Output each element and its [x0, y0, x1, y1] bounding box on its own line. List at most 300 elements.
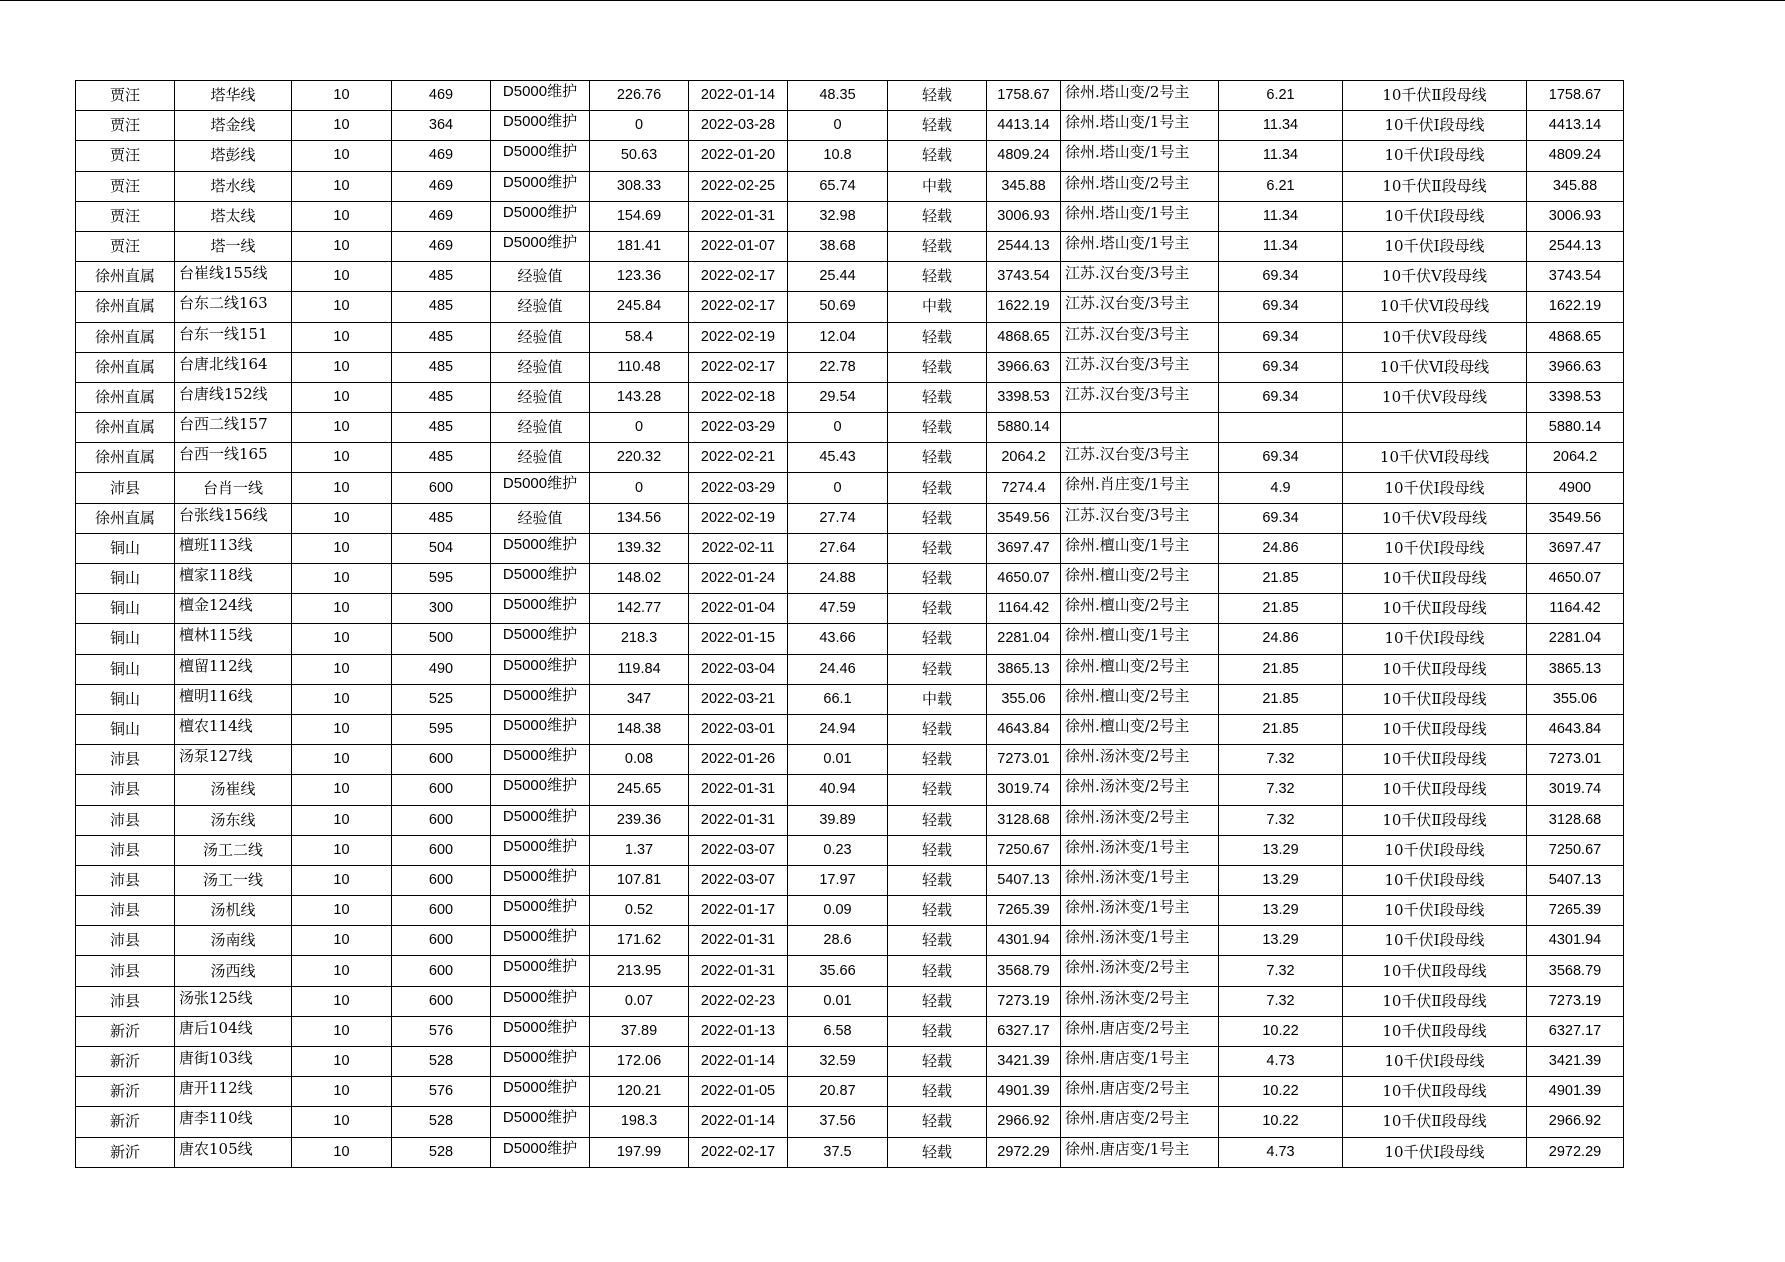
busbar-cell: 10千伏Ⅵ段母线 — [1343, 292, 1527, 322]
available-cell: 1164.42 — [1527, 594, 1624, 624]
table-row — [76, 413, 1624, 443]
current-cell: 0 — [590, 473, 689, 503]
voltage-cell: 10 — [292, 231, 392, 261]
line-name-cell: 唐开112线 — [175, 1077, 292, 1107]
transformer-cell: 徐州.汤沐变/2号主 — [1061, 745, 1219, 775]
transformer-rate-cell: 11.34 — [1219, 231, 1343, 261]
margin-cell: 7273.19 — [987, 986, 1061, 1016]
table-row — [76, 292, 1624, 322]
date-cell: 2022-02-18 — [689, 382, 788, 412]
load-rate-cell: 35.66 — [788, 956, 888, 986]
transformer-rate-cell: 69.34 — [1219, 262, 1343, 292]
date-cell: 2022-01-17 — [689, 896, 788, 926]
load-rate-cell: 45.43 — [788, 443, 888, 473]
capacity-cell: 485 — [392, 503, 491, 533]
available-cell: 345.88 — [1527, 171, 1624, 201]
transformer-cell: 江苏.汉台变/3号主 — [1061, 322, 1219, 352]
margin-cell: 3743.54 — [987, 262, 1061, 292]
method-cell: D5000维护 — [491, 684, 590, 714]
region-cell: 沛县 — [76, 775, 175, 805]
region-cell: 新沂 — [76, 1077, 175, 1107]
table-row — [76, 745, 1624, 775]
transformer-cell: 徐州.塔山变/2号主 — [1061, 171, 1219, 201]
table-row — [76, 111, 1624, 141]
region-cell: 贾汪 — [76, 201, 175, 231]
load-level-cell: 轻载 — [888, 1107, 987, 1137]
margin-cell: 5407.13 — [987, 865, 1061, 895]
date-cell: 2022-02-17 — [689, 352, 788, 382]
current-cell: 171.62 — [590, 926, 689, 956]
date-cell: 2022-01-14 — [689, 1047, 788, 1077]
load-level-cell: 轻载 — [888, 926, 987, 956]
transformer-cell: 徐州.唐店变/2号主 — [1061, 1077, 1219, 1107]
line-name-cell: 塔华线 — [175, 81, 292, 111]
capacity-cell: 576 — [392, 1077, 491, 1107]
method-cell: D5000维护 — [491, 714, 590, 744]
current-cell: 139.32 — [590, 533, 689, 563]
line-name-cell: 塔金线 — [175, 111, 292, 141]
transformer-rate-cell: 7.32 — [1219, 805, 1343, 835]
current-cell: 134.56 — [590, 503, 689, 533]
available-cell: 6327.17 — [1527, 1016, 1624, 1046]
load-rate-cell: 17.97 — [788, 865, 888, 895]
transformer-cell: 徐州.檀山变/2号主 — [1061, 654, 1219, 684]
load-rate-cell: 65.74 — [788, 171, 888, 201]
load-rate-cell: 12.04 — [788, 322, 888, 352]
transformer-cell: 徐州.唐店变/2号主 — [1061, 1107, 1219, 1137]
capacity-cell: 469 — [392, 231, 491, 261]
method-cell: D5000维护 — [491, 111, 590, 141]
load-level-cell: 中载 — [888, 684, 987, 714]
available-cell: 3006.93 — [1527, 201, 1624, 231]
load-level-cell: 轻载 — [888, 564, 987, 594]
line-name-cell: 檀家118线 — [175, 564, 292, 594]
method-cell: D5000维护 — [491, 1077, 590, 1107]
region-cell: 沛县 — [76, 805, 175, 835]
method-cell: D5000维护 — [491, 81, 590, 111]
load-level-cell: 轻载 — [888, 624, 987, 654]
voltage-cell: 10 — [292, 262, 392, 292]
load-rate-cell: 27.74 — [788, 503, 888, 533]
load-rate-cell: 32.59 — [788, 1047, 888, 1077]
region-cell: 徐州直属 — [76, 292, 175, 322]
line-name-cell: 塔一线 — [175, 231, 292, 261]
voltage-cell: 10 — [292, 382, 392, 412]
line-name-cell: 台唐线152线 — [175, 382, 292, 412]
available-cell: 3128.68 — [1527, 805, 1624, 835]
method-cell: D5000维护 — [491, 201, 590, 231]
transformer-cell: 徐州.檀山变/2号主 — [1061, 594, 1219, 624]
load-level-cell: 轻载 — [888, 835, 987, 865]
load-level-cell: 轻载 — [888, 262, 987, 292]
region-cell: 铜山 — [76, 654, 175, 684]
voltage-cell: 10 — [292, 775, 392, 805]
current-cell: 220.32 — [590, 443, 689, 473]
voltage-cell: 10 — [292, 352, 392, 382]
voltage-cell: 10 — [292, 745, 392, 775]
region-cell: 铜山 — [76, 533, 175, 563]
load-level-cell: 轻载 — [888, 322, 987, 352]
method-cell: D5000维护 — [491, 835, 590, 865]
region-cell: 徐州直属 — [76, 322, 175, 352]
region-cell: 贾汪 — [76, 111, 175, 141]
busbar-cell: 10千伏Ⅴ段母线 — [1343, 503, 1527, 533]
load-level-cell: 轻载 — [888, 775, 987, 805]
date-cell: 2022-01-07 — [689, 231, 788, 261]
transformer-cell: 江苏.汉台变/3号主 — [1061, 352, 1219, 382]
date-cell: 2022-01-13 — [689, 1016, 788, 1046]
busbar-cell: 10千伏Ⅰ段母线 — [1343, 926, 1527, 956]
region-cell: 沛县 — [76, 956, 175, 986]
transformer-rate-cell: 10.22 — [1219, 1016, 1343, 1046]
current-cell: 198.3 — [590, 1107, 689, 1137]
transformer-rate-cell: 69.34 — [1219, 382, 1343, 412]
date-cell: 2022-02-11 — [689, 533, 788, 563]
busbar-cell: 10千伏Ⅴ段母线 — [1343, 262, 1527, 292]
capacity-cell: 600 — [392, 956, 491, 986]
busbar-cell: 10千伏Ⅰ段母线 — [1343, 624, 1527, 654]
load-level-cell: 轻载 — [888, 382, 987, 412]
margin-cell: 5880.14 — [987, 413, 1061, 443]
available-cell: 3549.56 — [1527, 503, 1624, 533]
table-row — [76, 352, 1624, 382]
method-cell: D5000维护 — [491, 473, 590, 503]
transformer-rate-cell: 11.34 — [1219, 111, 1343, 141]
available-cell: 2972.29 — [1527, 1137, 1624, 1167]
available-cell: 3966.63 — [1527, 352, 1624, 382]
margin-cell: 1164.42 — [987, 594, 1061, 624]
current-cell: 245.65 — [590, 775, 689, 805]
busbar-cell: 10千伏Ⅱ段母线 — [1343, 1107, 1527, 1137]
busbar-cell: 10千伏Ⅱ段母线 — [1343, 805, 1527, 835]
voltage-cell: 10 — [292, 201, 392, 231]
margin-cell: 2972.29 — [987, 1137, 1061, 1167]
busbar-cell: 10千伏Ⅵ段母线 — [1343, 352, 1527, 382]
margin-cell: 3398.53 — [987, 382, 1061, 412]
voltage-cell: 10 — [292, 564, 392, 594]
line-name-cell: 唐后104线 — [175, 1016, 292, 1046]
method-cell: D5000维护 — [491, 533, 590, 563]
transformer-rate-cell: 13.29 — [1219, 865, 1343, 895]
region-cell: 徐州直属 — [76, 352, 175, 382]
current-cell: 148.38 — [590, 714, 689, 744]
margin-cell: 4301.94 — [987, 926, 1061, 956]
load-level-cell: 轻载 — [888, 533, 987, 563]
load-rate-cell: 0 — [788, 473, 888, 503]
region-cell: 徐州直属 — [76, 382, 175, 412]
voltage-cell: 10 — [292, 835, 392, 865]
load-level-cell: 轻载 — [888, 473, 987, 503]
capacity-cell: 469 — [392, 201, 491, 231]
capacity-cell: 485 — [392, 292, 491, 322]
region-cell: 新沂 — [76, 1016, 175, 1046]
transformer-cell: 江苏.汉台变/3号主 — [1061, 443, 1219, 473]
voltage-cell: 10 — [292, 624, 392, 654]
transformer-rate-cell — [1219, 413, 1343, 443]
margin-cell: 4643.84 — [987, 714, 1061, 744]
date-cell: 2022-01-31 — [689, 956, 788, 986]
table-row — [76, 382, 1624, 412]
table-row — [76, 141, 1624, 171]
line-name-cell: 汤工一线 — [175, 865, 292, 895]
method-cell: D5000维护 — [491, 564, 590, 594]
region-cell: 贾汪 — [76, 231, 175, 261]
load-level-cell: 轻载 — [888, 654, 987, 684]
table-row — [76, 1137, 1624, 1167]
load-level-cell: 轻载 — [888, 1077, 987, 1107]
transformer-cell: 徐州.肖庄变/1号主 — [1061, 473, 1219, 503]
current-cell: 218.3 — [590, 624, 689, 654]
table-row — [76, 624, 1624, 654]
transformer-cell: 江苏.汉台变/3号主 — [1061, 382, 1219, 412]
region-cell: 铜山 — [76, 564, 175, 594]
margin-cell: 4809.24 — [987, 141, 1061, 171]
line-name-cell: 汤西线 — [175, 956, 292, 986]
region-cell: 铜山 — [76, 624, 175, 654]
voltage-cell: 10 — [292, 171, 392, 201]
date-cell: 2022-01-20 — [689, 141, 788, 171]
region-cell: 沛县 — [76, 473, 175, 503]
table-row — [76, 81, 1624, 111]
line-name-cell: 檀班113线 — [175, 533, 292, 563]
capacity-cell: 490 — [392, 654, 491, 684]
transformer-rate-cell: 6.21 — [1219, 171, 1343, 201]
voltage-cell: 10 — [292, 654, 392, 684]
line-name-cell: 檀金124线 — [175, 594, 292, 624]
table-row — [76, 503, 1624, 533]
load-level-cell: 轻载 — [888, 231, 987, 261]
available-cell: 3865.13 — [1527, 654, 1624, 684]
method-cell: D5000维护 — [491, 896, 590, 926]
date-cell: 2022-02-25 — [689, 171, 788, 201]
current-cell: 239.36 — [590, 805, 689, 835]
region-cell: 徐州直属 — [76, 443, 175, 473]
transformer-rate-cell: 21.85 — [1219, 714, 1343, 744]
method-cell: D5000维护 — [491, 865, 590, 895]
load-rate-cell: 0.23 — [788, 835, 888, 865]
transformer-cell: 徐州.汤沐变/2号主 — [1061, 805, 1219, 835]
busbar-cell: 10千伏Ⅰ段母线 — [1343, 1047, 1527, 1077]
line-name-cell: 汤张125线 — [175, 986, 292, 1016]
current-cell: 50.63 — [590, 141, 689, 171]
load-level-cell: 中载 — [888, 171, 987, 201]
current-cell: 0 — [590, 111, 689, 141]
current-cell: 197.99 — [590, 1137, 689, 1167]
load-level-cell: 轻载 — [888, 413, 987, 443]
available-cell: 4301.94 — [1527, 926, 1624, 956]
transformer-cell: 徐州.汤沐变/1号主 — [1061, 865, 1219, 895]
load-rate-cell: 38.68 — [788, 231, 888, 261]
margin-cell: 3421.39 — [987, 1047, 1061, 1077]
available-cell: 1758.67 — [1527, 81, 1624, 111]
load-rate-cell: 37.56 — [788, 1107, 888, 1137]
capacity-cell: 485 — [392, 382, 491, 412]
available-cell: 2281.04 — [1527, 624, 1624, 654]
transformer-rate-cell: 13.29 — [1219, 926, 1343, 956]
capacity-cell: 600 — [392, 986, 491, 1016]
load-level-cell: 轻载 — [888, 594, 987, 624]
voltage-cell: 10 — [292, 1137, 392, 1167]
available-cell: 4643.84 — [1527, 714, 1624, 744]
current-cell: 0.52 — [590, 896, 689, 926]
load-rate-cell: 27.64 — [788, 533, 888, 563]
load-rate-cell: 50.69 — [788, 292, 888, 322]
table-row — [76, 865, 1624, 895]
voltage-cell: 10 — [292, 1107, 392, 1137]
transformer-rate-cell: 6.21 — [1219, 81, 1343, 111]
date-cell: 2022-03-04 — [689, 654, 788, 684]
transformer-cell: 江苏.汉台变/3号主 — [1061, 503, 1219, 533]
margin-cell: 7274.4 — [987, 473, 1061, 503]
date-cell: 2022-01-24 — [689, 564, 788, 594]
load-rate-cell: 47.59 — [788, 594, 888, 624]
method-cell: D5000维护 — [491, 775, 590, 805]
table-row — [76, 684, 1624, 714]
region-cell: 徐州直属 — [76, 262, 175, 292]
load-rate-cell: 43.66 — [788, 624, 888, 654]
current-cell: 0.07 — [590, 986, 689, 1016]
current-cell: 107.81 — [590, 865, 689, 895]
load-rate-cell: 25.44 — [788, 262, 888, 292]
transformer-cell: 徐州.塔山变/1号主 — [1061, 111, 1219, 141]
busbar-cell: 10千伏Ⅱ段母线 — [1343, 564, 1527, 594]
voltage-cell: 10 — [292, 81, 392, 111]
margin-cell: 7273.01 — [987, 745, 1061, 775]
current-cell: 245.84 — [590, 292, 689, 322]
margin-cell: 345.88 — [987, 171, 1061, 201]
capacity-cell: 576 — [392, 1016, 491, 1046]
capacity-cell: 469 — [392, 141, 491, 171]
transformer-cell: 徐州.汤沐变/2号主 — [1061, 956, 1219, 986]
transformer-cell: 徐州.汤沐变/1号主 — [1061, 926, 1219, 956]
method-cell: D5000维护 — [491, 231, 590, 261]
load-rate-cell: 0.01 — [788, 745, 888, 775]
transformer-cell: 徐州.唐店变/1号主 — [1061, 1047, 1219, 1077]
busbar-cell: 10千伏Ⅰ段母线 — [1343, 865, 1527, 895]
load-level-cell: 轻载 — [888, 896, 987, 926]
line-name-cell: 台东一线151 — [175, 322, 292, 352]
region-cell: 沛县 — [76, 865, 175, 895]
transformer-rate-cell: 11.34 — [1219, 201, 1343, 231]
method-cell: D5000维护 — [491, 141, 590, 171]
load-rate-cell: 29.54 — [788, 382, 888, 412]
busbar-cell: 10千伏Ⅱ段母线 — [1343, 594, 1527, 624]
margin-cell: 4650.07 — [987, 564, 1061, 594]
table-row — [76, 201, 1624, 231]
method-cell: D5000维护 — [491, 1016, 590, 1046]
busbar-cell: 10千伏Ⅰ段母线 — [1343, 201, 1527, 231]
table-row — [76, 533, 1624, 563]
region-cell: 铜山 — [76, 684, 175, 714]
voltage-cell: 10 — [292, 926, 392, 956]
load-level-cell: 轻载 — [888, 81, 987, 111]
method-cell: 经验值 — [491, 413, 590, 443]
available-cell: 4650.07 — [1527, 564, 1624, 594]
region-cell: 徐州直属 — [76, 413, 175, 443]
line-name-cell: 台张线156线 — [175, 503, 292, 533]
date-cell: 2022-01-14 — [689, 1107, 788, 1137]
date-cell: 2022-01-05 — [689, 1077, 788, 1107]
available-cell: 3743.54 — [1527, 262, 1624, 292]
capacity-cell: 485 — [392, 443, 491, 473]
load-level-cell: 轻载 — [888, 111, 987, 141]
transformer-rate-cell: 69.34 — [1219, 322, 1343, 352]
load-level-cell: 轻载 — [888, 1137, 987, 1167]
load-level-cell: 轻载 — [888, 201, 987, 231]
table-body — [76, 81, 1624, 1168]
voltage-cell: 10 — [292, 1016, 392, 1046]
capacity-cell: 485 — [392, 322, 491, 352]
margin-cell: 2544.13 — [987, 231, 1061, 261]
busbar-cell: 10千伏Ⅴ段母线 — [1343, 382, 1527, 412]
voltage-cell: 10 — [292, 956, 392, 986]
transformer-cell: 江苏.汉台变/3号主 — [1061, 262, 1219, 292]
available-cell: 3398.53 — [1527, 382, 1624, 412]
method-cell: D5000维护 — [491, 1137, 590, 1167]
available-cell: 2064.2 — [1527, 443, 1624, 473]
date-cell: 2022-01-04 — [689, 594, 788, 624]
margin-cell: 3568.79 — [987, 956, 1061, 986]
line-name-cell: 汤东线 — [175, 805, 292, 835]
table-row — [76, 775, 1624, 805]
transformer-cell: 徐州.塔山变/2号主 — [1061, 81, 1219, 111]
line-name-cell: 汤泵127线 — [175, 745, 292, 775]
busbar-cell: 10千伏Ⅱ段母线 — [1343, 1016, 1527, 1046]
date-cell: 2022-01-31 — [689, 775, 788, 805]
busbar-cell: 10千伏Ⅰ段母线 — [1343, 533, 1527, 563]
current-cell: 58.4 — [590, 322, 689, 352]
line-name-cell: 唐李110线 — [175, 1107, 292, 1137]
load-rate-cell: 24.46 — [788, 654, 888, 684]
transformer-rate-cell: 4.9 — [1219, 473, 1343, 503]
available-cell: 1622.19 — [1527, 292, 1624, 322]
region-cell: 新沂 — [76, 1047, 175, 1077]
transformer-cell: 徐州.汤沐变/2号主 — [1061, 986, 1219, 1016]
method-cell: D5000维护 — [491, 745, 590, 775]
transformer-cell: 徐州.塔山变/1号主 — [1061, 231, 1219, 261]
line-name-cell: 汤崔线 — [175, 775, 292, 805]
current-cell: 148.02 — [590, 564, 689, 594]
busbar-cell — [1343, 413, 1527, 443]
region-cell: 沛县 — [76, 835, 175, 865]
transformer-rate-cell: 7.32 — [1219, 775, 1343, 805]
margin-cell: 3966.63 — [987, 352, 1061, 382]
current-cell: 347 — [590, 684, 689, 714]
current-cell: 172.06 — [590, 1047, 689, 1077]
load-level-cell: 轻载 — [888, 805, 987, 835]
capacity-cell: 600 — [392, 473, 491, 503]
busbar-cell: 10千伏Ⅰ段母线 — [1343, 141, 1527, 171]
load-rate-cell: 0.09 — [788, 896, 888, 926]
margin-cell: 3128.68 — [987, 805, 1061, 835]
margin-cell: 2064.2 — [987, 443, 1061, 473]
transformer-cell: 徐州.塔山变/1号主 — [1061, 201, 1219, 231]
transformer-cell: 徐州.檀山变/2号主 — [1061, 684, 1219, 714]
table-row — [76, 171, 1624, 201]
table-row — [76, 1107, 1624, 1137]
table-row — [76, 896, 1624, 926]
transformer-rate-cell: 4.73 — [1219, 1047, 1343, 1077]
method-cell: D5000维护 — [491, 171, 590, 201]
method-cell: 经验值 — [491, 262, 590, 292]
method-cell: D5000维护 — [491, 805, 590, 835]
busbar-cell: 10千伏Ⅱ段母线 — [1343, 684, 1527, 714]
method-cell: 经验值 — [491, 443, 590, 473]
table-row — [76, 805, 1624, 835]
load-level-cell: 轻载 — [888, 443, 987, 473]
available-cell: 2544.13 — [1527, 231, 1624, 261]
transformer-rate-cell: 13.29 — [1219, 835, 1343, 865]
